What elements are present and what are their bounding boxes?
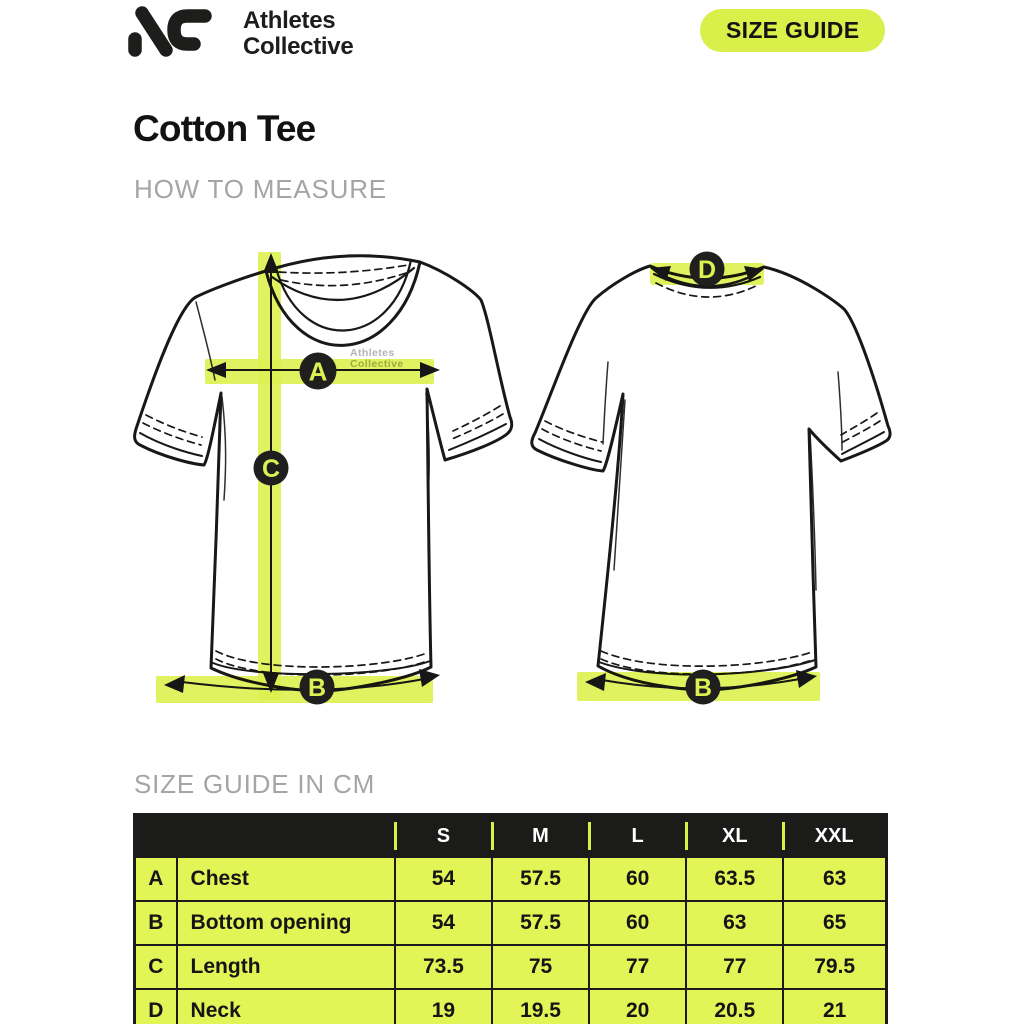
brand-name-line1: Athletes (243, 7, 336, 34)
value-cell: 77 (589, 945, 686, 989)
marker-letter-c: C (261, 455, 281, 483)
value-cell: 19.5 (492, 989, 589, 1024)
row-key: B (135, 901, 177, 945)
size-table-header-row (135, 815, 887, 858)
header-size-l: L (589, 815, 686, 858)
value-cell: 79.5 (783, 945, 886, 989)
value-cell: 54 (395, 857, 492, 901)
marker-letter-d: D (697, 256, 717, 284)
value-cell: 77 (686, 945, 783, 989)
front-chest-logo-line1: Athletes (350, 347, 395, 359)
header-corner-cell (135, 815, 177, 858)
table-row-neck (135, 989, 887, 1024)
value-cell: 20.5 (686, 989, 783, 1024)
size-table (133, 813, 888, 1024)
ac-monogram-icon (128, 5, 216, 59)
size-guide-cm-label: SIZE GUIDE IN CM (134, 769, 376, 799)
marker-badge-d (690, 252, 725, 287)
value-cell: 60 (589, 901, 686, 945)
value-cell: 63 (686, 901, 783, 945)
front-shirt-outline (135, 256, 512, 691)
value-cell: 57.5 (492, 901, 589, 945)
value-cell: 65 (783, 901, 886, 945)
back-shirt-outline (532, 266, 890, 690)
value-cell: 19 (395, 989, 492, 1024)
value-cell: 21 (783, 989, 886, 1024)
page-title: Cotton Tee (133, 108, 316, 149)
how-to-measure-label: HOW TO MEASURE (134, 174, 387, 204)
table-row-length (135, 945, 887, 989)
marker-badge-a (300, 353, 337, 390)
marker-badge-b-back (686, 670, 721, 705)
marker-letter-a: A (308, 356, 328, 387)
header-size-s: S (395, 815, 492, 858)
marker-badge-c (254, 451, 289, 486)
table-row-chest (135, 857, 887, 901)
value-cell: 54 (395, 901, 492, 945)
row-label: Length (177, 945, 395, 989)
marker-letter-b-front: B (307, 674, 327, 702)
back-shirt (532, 266, 890, 690)
row-key: D (135, 989, 177, 1024)
value-cell: 63 (783, 857, 886, 901)
row-label: Bottom opening (177, 901, 395, 945)
front-shirt (135, 256, 512, 691)
measurement-diagram (0, 240, 1024, 750)
marker-badge-b-front (300, 670, 335, 705)
row-label: Chest (177, 857, 395, 901)
table-row-bottom-opening (135, 901, 887, 945)
row-key: C (135, 945, 177, 989)
value-cell: 20 (589, 989, 686, 1024)
marker-letter-b-back: B (693, 674, 713, 702)
value-cell: 63.5 (686, 857, 783, 901)
value-cell: 75 (492, 945, 589, 989)
size-guide-badge-label: SIZE GUIDE (726, 17, 860, 43)
row-label: Neck (177, 989, 395, 1024)
row-key: A (135, 857, 177, 901)
brand-name-line2: Collective (243, 33, 354, 60)
header-measure-cell (177, 815, 395, 858)
value-cell: 57.5 (492, 857, 589, 901)
header-size-m: M (492, 815, 589, 858)
header-size-xl: XL (686, 815, 783, 858)
value-cell: 60 (589, 857, 686, 901)
size-guide-badge (700, 9, 885, 52)
brand-name (243, 8, 353, 60)
value-cell: 73.5 (395, 945, 492, 989)
header-size-xxl: XXL (783, 815, 886, 858)
